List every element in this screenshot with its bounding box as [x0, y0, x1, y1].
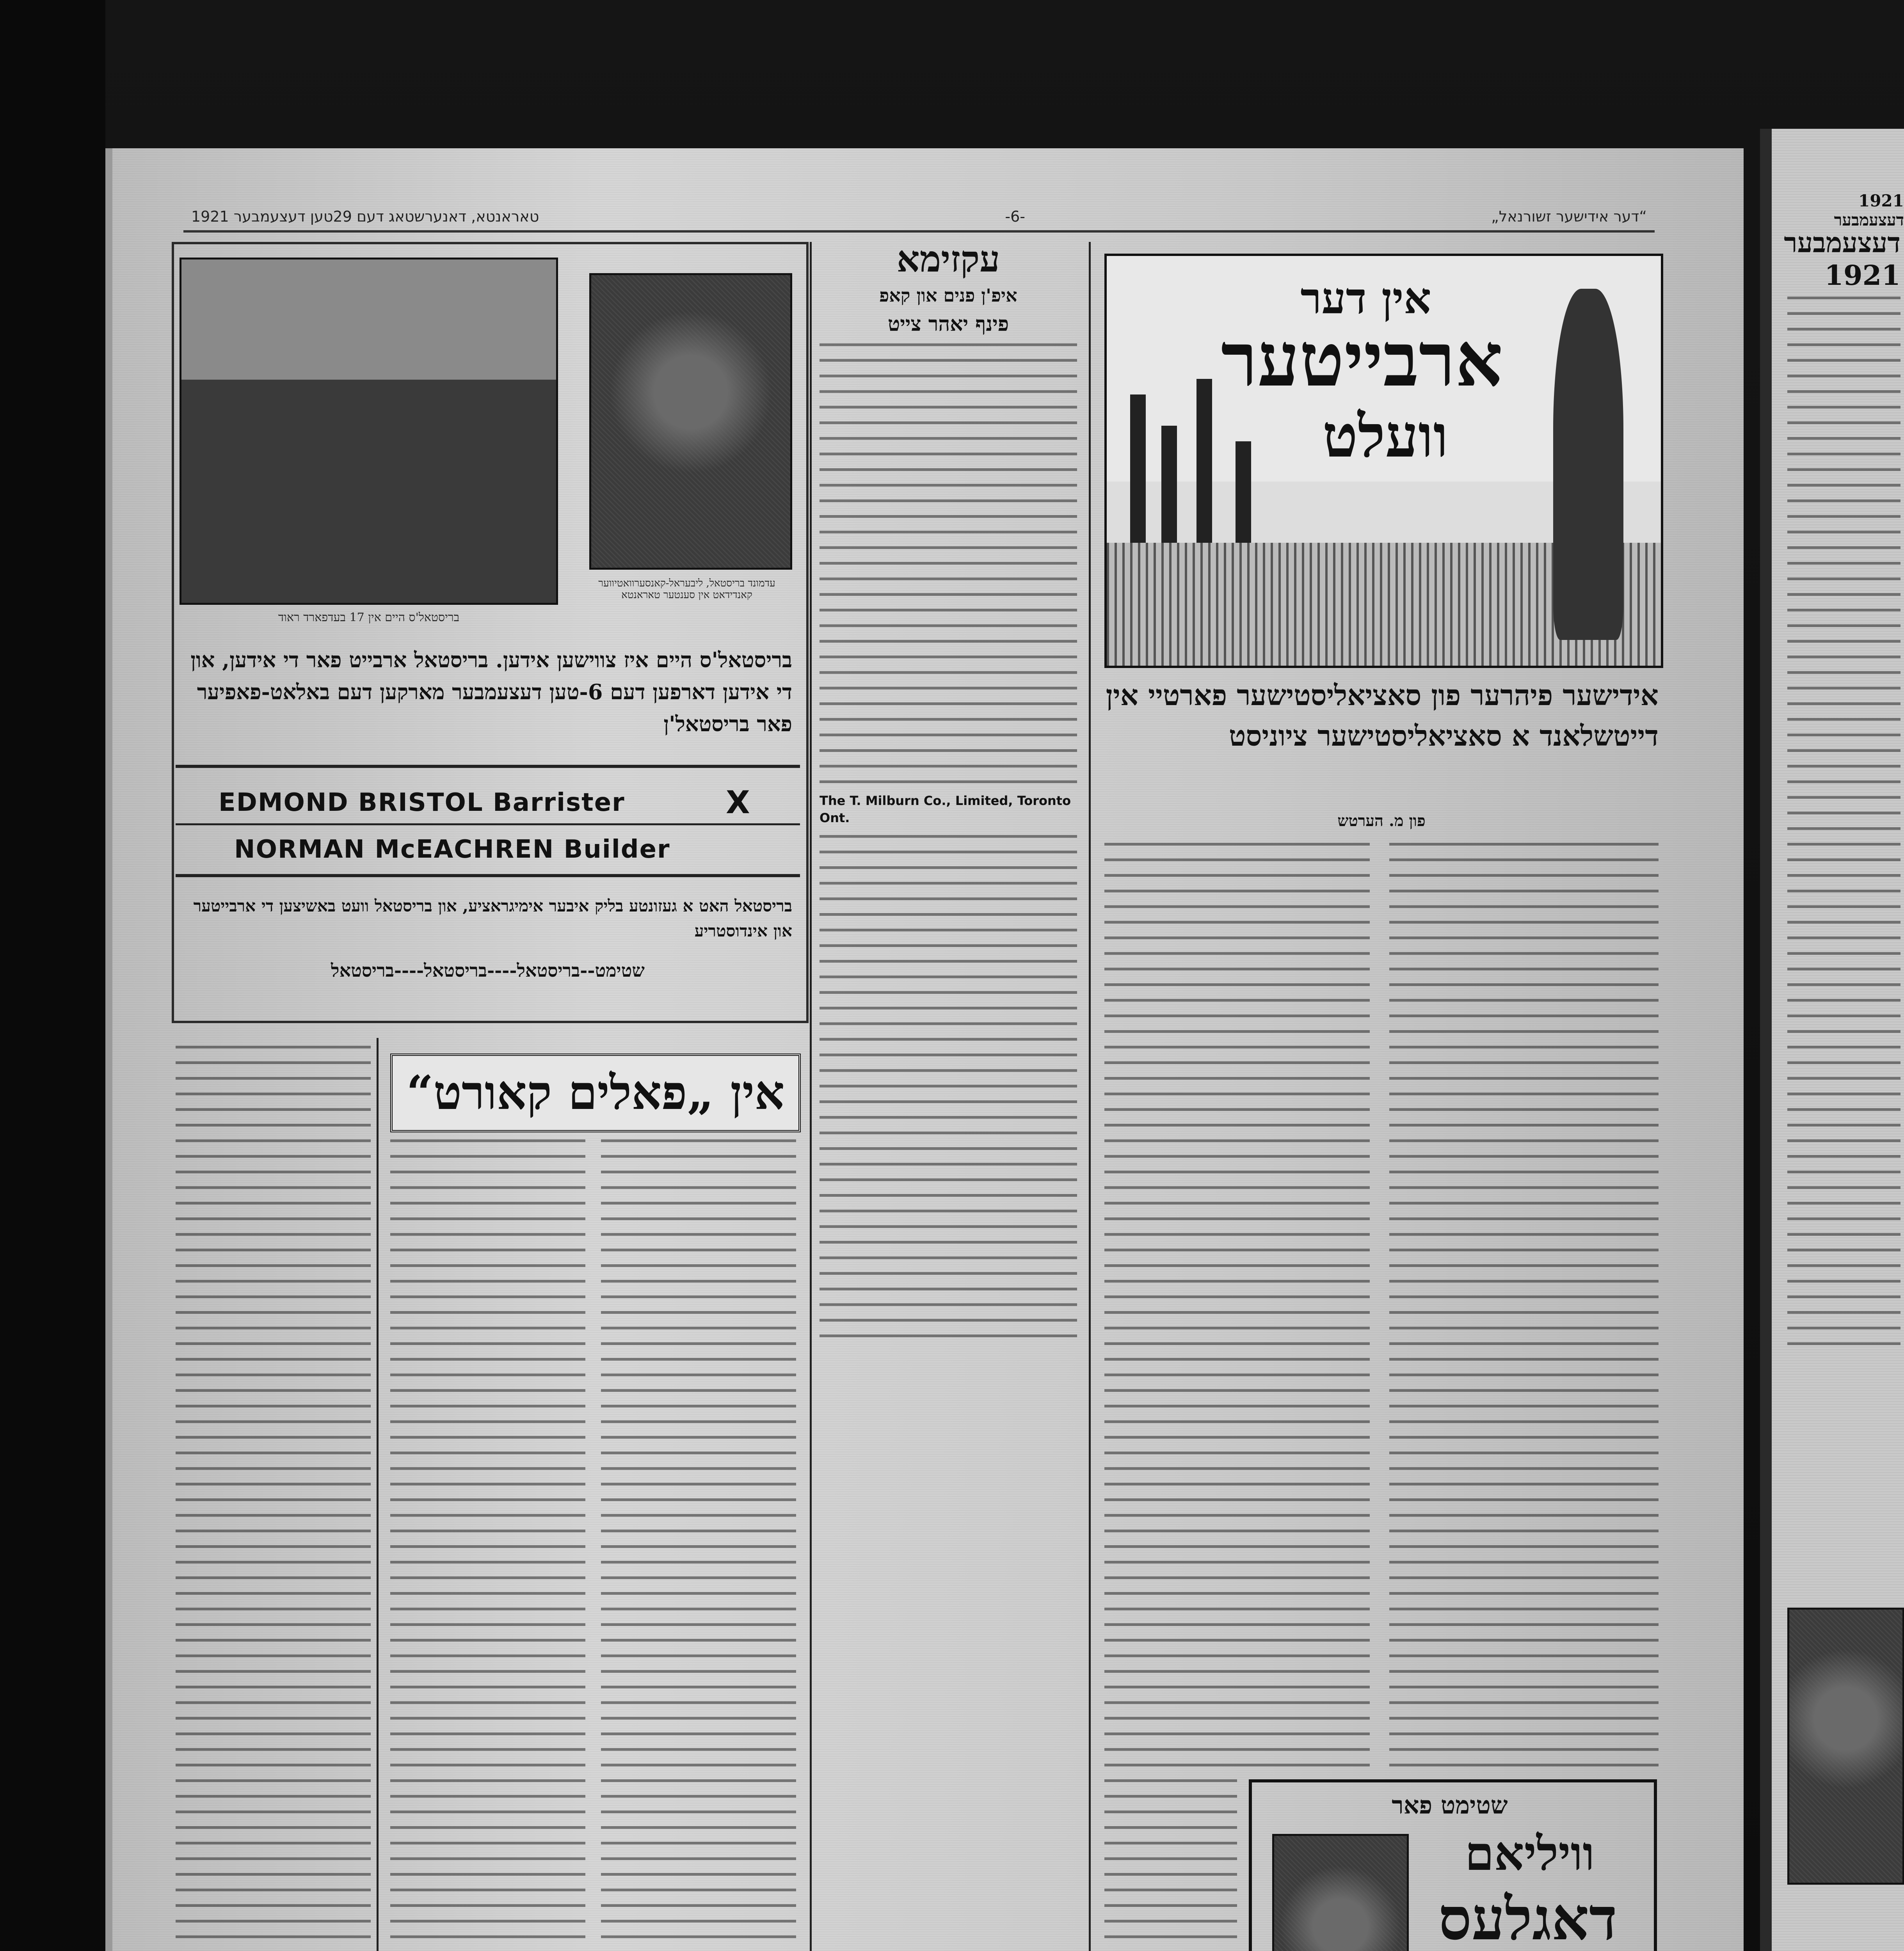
film-border-left	[0, 0, 105, 1951]
eczema-subtitle-2: פינף יאהר צייט	[887, 312, 1009, 336]
banner-top: אין דער	[1300, 273, 1431, 323]
column-rule-1	[810, 242, 812, 1951]
left-column-text	[176, 1046, 371, 1951]
portrait-caption: עדמונד בריסטאל, ליבעראל-קאנסערוואטיווער קאנדידאט אין סענטער טאראנטא	[598, 577, 775, 601]
worker-headline: אידישער פיהרער פון סאציאליסטישער פארטיי אין דייטשלאנד א סאציאליסטישער ציוניסט	[1106, 679, 1659, 752]
film-column-left	[390, 1139, 585, 1951]
ballot-rule-bottom	[176, 874, 800, 877]
neighbor-headline: דעצעמבער 1921	[1784, 226, 1900, 291]
paper-name: „דער אידישער זשורנאל“	[1491, 208, 1647, 225]
worker-figure	[1553, 289, 1623, 640]
neighbor-date: 1921 דעצעמבער	[1834, 191, 1904, 229]
bristol-footer: בריסטאל האט א געזונטע בליק איבער אימיגראציע, און בריסטאל וועט באשיצען די ארבייטער און אינדוסטריע	[193, 896, 792, 940]
ballot-divider	[176, 823, 800, 825]
page-number: -6-	[1005, 208, 1026, 225]
film-court-title: אין „פאלים קאורט“	[390, 1054, 801, 1132]
worker-column-right	[1389, 843, 1659, 1768]
douglas-portrait	[1272, 1834, 1409, 1951]
ballot-candidate-1: EDMOND BRISTOL Barrister	[219, 788, 625, 817]
douglas-last-name: דאגלעס	[1438, 1885, 1618, 1951]
banner-bottom: וועלט	[1322, 402, 1449, 471]
column-rule-2	[1089, 242, 1091, 1951]
neighbor-text-columns	[1787, 297, 1900, 1350]
eczema-title: עקזימא	[896, 238, 1000, 280]
worker-byline: פון מ. הערטש	[1337, 812, 1426, 830]
masthead-date: טאראנטא, דאנערשטאג דעם 29טען דעצעמבער 1921	[191, 208, 539, 225]
worker-column-left	[1104, 843, 1370, 1768]
column-rule-0	[377, 1038, 379, 1951]
eczema-body-text	[820, 343, 1077, 788]
eczema-company: The T. Milburn Co., Limited, Toronto Ont.	[820, 793, 1071, 825]
bristol-home-photo	[180, 258, 558, 605]
film-column-right	[601, 1139, 796, 1951]
ballot-candidate-2: NORMAN McEACHREN Builder	[234, 835, 670, 864]
bristol-portrait-photo	[589, 273, 792, 570]
ballot-x-mark: X	[726, 784, 751, 821]
bristol-slogan: שטימט--בריסטאל----בריסטאל----בריסטאל	[331, 960, 645, 981]
eczema-column-continuation	[820, 835, 1077, 1342]
ballot-rule	[176, 765, 800, 768]
banner-main: ארבייטער	[1221, 316, 1503, 403]
bristol-headline: בריסטאל'ס היים איז צווישען אידען. בריסטאל ארבייט פאר די אידען, און די אידען דארפען דעם 6-טען דעצעמבער מארקען דעם באלאט-פאפיער פאר בריסטאל'ן	[190, 647, 792, 736]
douglas-first-name: וויליאם	[1465, 1826, 1595, 1881]
worker-column-end	[1104, 1779, 1237, 1951]
masthead	[183, 203, 1655, 233]
douglas-ad-top: שטימט פאר	[1392, 1791, 1508, 1820]
neighbor-ad-image	[1787, 1608, 1904, 1885]
home-photo-caption: בריסטאל'ס היים אין 17 בעדפארד ראוד	[278, 611, 460, 624]
eczema-subtitle: איפ'ן פנים און קאפ	[879, 285, 1017, 306]
